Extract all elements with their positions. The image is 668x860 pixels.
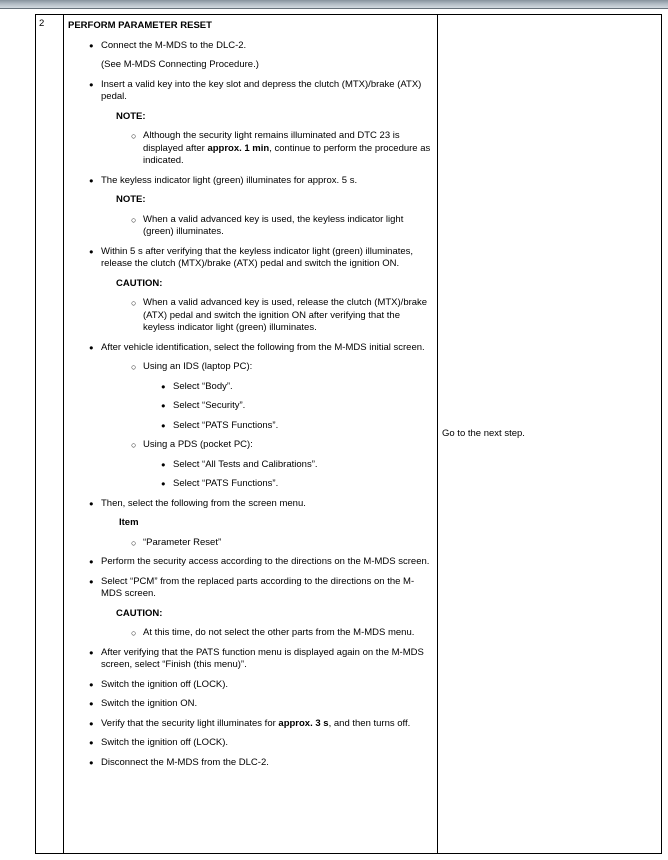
result-text: Go to the next step.	[442, 427, 525, 439]
circle-bullet-icon: ○	[131, 362, 137, 372]
bullet-icon: ●	[161, 381, 166, 391]
bullet-icon: ●	[89, 679, 94, 689]
bullet-icon: ●	[89, 699, 94, 708]
bullet-icon: ●	[89, 79, 94, 89]
circle-bullet-icon: ○	[131, 440, 137, 450]
bullet-icon: ●	[89, 576, 94, 586]
list-item-b1	[89, 175, 431, 188]
list-item-text: Insert a valid key into the key slot and depress the clutch (MTX)/brake (ATX) pedal.	[101, 78, 422, 102]
bullet-icon: ●	[161, 401, 166, 410]
list-item-b3	[161, 459, 431, 472]
action-cell	[64, 15, 438, 853]
list-item-text: Perform the security access according to the directions on the M-MDS screen.	[101, 556, 430, 567]
step-number-cell	[36, 15, 64, 853]
list-item-text: Select “Security”.	[173, 400, 246, 411]
list-item-text: Switch the ignition off (LOCK).	[101, 678, 229, 690]
bullet-icon: ●	[89, 246, 94, 256]
list-item-text: Verify that the security light illuminates for approx. 3 s, and then turns off.	[101, 717, 411, 729]
list-item-note	[116, 278, 431, 291]
list-item-text: Select “Body”.	[173, 380, 233, 392]
list-item-b1	[89, 718, 431, 731]
list-item-text: Within 5 s after verifying that the keyless indicator light (green) illuminates, release the clutch (MTX)/brake (ATX) pedal and switch the ignition ON.	[101, 245, 414, 269]
list-item-b3	[161, 478, 431, 491]
list-item-cont	[101, 59, 431, 72]
list-item-b1	[89, 679, 431, 692]
bullet-icon: ●	[161, 479, 166, 488]
procedure-list	[68, 40, 431, 770]
bullet-icon: ●	[161, 420, 166, 430]
step-number: 2	[39, 18, 45, 29]
list-item-circ	[131, 130, 431, 168]
circle-bullet-icon: ○	[131, 214, 137, 225]
list-item-b1	[89, 737, 431, 750]
list-item-text: When a valid advanced key is used, release the clutch (MTX)/brake (ATX) pedal and switch the ignition ON after verifying that the keyless indicator light (green) illuminates.	[143, 297, 428, 333]
list-item-text: Then, select the following from the screen menu.	[101, 497, 306, 509]
list-item-text: The keyless indicator light (green) illuminates for approx. 5 s.	[101, 174, 358, 186]
bullet-icon: ●	[89, 738, 94, 747]
list-item-text: CAUTION:	[116, 607, 163, 619]
list-item-b3	[161, 400, 431, 413]
list-item-b1	[89, 698, 431, 711]
list-item-b3	[161, 381, 431, 394]
list-item-text: CAUTION:	[116, 277, 163, 289]
list-item-b1	[89, 342, 431, 355]
list-item-b3	[161, 420, 431, 433]
list-item-text: Select “PATS Functions”.	[173, 478, 279, 489]
bullet-icon: ●	[89, 757, 94, 767]
bullet-icon: ●	[89, 647, 94, 657]
bullet-icon: ●	[89, 40, 94, 50]
circle-bullet-icon: ○	[131, 537, 137, 548]
list-item-text: Switch the ignition ON.	[101, 698, 198, 709]
list-item-circ	[131, 361, 431, 374]
bullet-icon: ●	[89, 718, 94, 728]
list-item-note	[116, 194, 431, 207]
list-item-text: Disconnect the M-MDS from the DLC-2.	[101, 756, 269, 768]
circle-bullet-icon: ○	[131, 628, 137, 638]
action-title: PERFORM PARAMETER RESET	[68, 20, 212, 31]
list-item-b1	[89, 647, 431, 672]
bullet-icon: ●	[89, 557, 94, 566]
list-item-b1	[89, 40, 431, 53]
list-item-text: Although the security light remains illuminated and DTC 23 is displayed after approx. 1 min, continue to perform the procedure as indicated.	[143, 130, 431, 166]
circle-bullet-icon: ○	[131, 131, 137, 141]
page-top-bar	[0, 0, 668, 9]
list-item-circ	[131, 214, 431, 239]
list-item-circ	[131, 439, 431, 452]
list-item-b1	[89, 757, 431, 770]
list-item-text: Connect the M-MDS to the DLC-2.	[101, 39, 247, 51]
list-item-text: After vehicle identification, select the following from the M-MDS initial screen.	[101, 341, 425, 353]
list-item-text: NOTE:	[116, 110, 146, 122]
list-item-circ	[131, 297, 431, 335]
list-item-note	[116, 608, 431, 621]
list-item-text: Select “PCM” from the replaced parts according to the directions on the M-MDS screen.	[101, 575, 415, 599]
circle-bullet-icon: ○	[131, 298, 137, 308]
bullet-icon: ●	[89, 342, 94, 352]
list-item-text: Switch the ignition off (LOCK).	[101, 737, 229, 748]
list-item-text: Using an IDS (laptop PC):	[143, 361, 253, 372]
list-item-b1	[89, 246, 431, 271]
list-item-text: Using a PDS (pocket PC):	[143, 439, 253, 450]
list-item-text: (See M-MDS Connecting Procedure.)	[101, 59, 259, 70]
list-item-circ	[131, 537, 431, 550]
result-cell	[438, 15, 661, 853]
list-item-text: Select “All Tests and Calibrations”.	[173, 458, 318, 470]
list-item-circ	[131, 627, 431, 640]
list-item-b1	[89, 576, 431, 601]
bullet-icon: ●	[161, 459, 166, 469]
list-item-text: At this time, do not select the other parts from the M-MDS menu.	[143, 627, 415, 638]
list-item-text: When a valid advanced key is used, the keyless indicator light (green) illuminates.	[143, 213, 404, 237]
list-item-text: NOTE:	[116, 194, 146, 205]
list-item-text: Item	[119, 517, 139, 528]
list-item-b1	[89, 79, 431, 104]
bullet-icon: ●	[89, 498, 94, 508]
list-item-text: After verifying that the PATS function menu is displayed again on the M-MDS screen, select “Finish (this menu)”.	[101, 646, 424, 670]
list-item-text: Select “PATS Functions”.	[173, 419, 279, 431]
procedure-table	[35, 14, 662, 854]
list-item-b1	[89, 556, 431, 569]
list-item-note	[116, 111, 431, 124]
list-item-text: “Parameter Reset”	[143, 536, 222, 548]
list-item-b1	[89, 498, 431, 511]
bullet-icon: ●	[89, 175, 94, 185]
list-item-item	[119, 517, 431, 530]
